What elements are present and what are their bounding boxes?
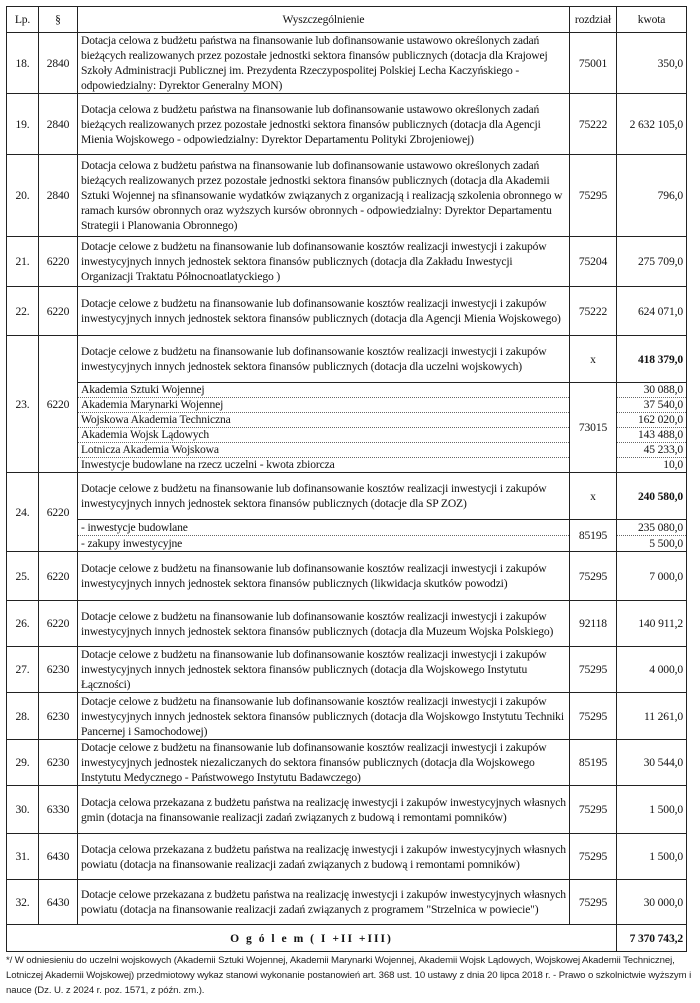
row-lp: 30. bbox=[7, 786, 39, 834]
row-lp: 20. bbox=[7, 155, 39, 237]
row-description: Dotacja celowa przekazana z budżetu państwa na realizację inwestycji i zakupów inwestycyjnych własnych gmin (dotacja na finansowanie realizacji zadań związanych z budową i remontami pomników) bbox=[78, 786, 570, 834]
budget-table bbox=[6, 6, 687, 952]
row-amount: 275 709,0 bbox=[617, 237, 687, 287]
row-amount: 4 000,0 bbox=[617, 647, 687, 693]
row-description: Dotacje celowe z budżetu na finansowanie lub dofinansowanie kosztów realizacji inwestycji i zakupów inwestycyjnych innych jednostek sektora finansów publicznych (dotacja dla Zakładu Inwestycji Organizacji Traktatu Północnoatlatyckiego ) bbox=[78, 237, 570, 287]
total-label: O g ó l e m ( I +II +III) bbox=[7, 925, 617, 952]
table-row bbox=[7, 287, 687, 336]
row-paragraph: 6230 bbox=[39, 693, 78, 740]
sub-row bbox=[7, 520, 687, 536]
row-amount: 30 544,0 bbox=[617, 740, 687, 786]
row-chapter: 75295 bbox=[570, 647, 617, 693]
sub-row-label: Akademia Wojsk Lądowych bbox=[78, 428, 570, 443]
row-amount: 796,0 bbox=[617, 155, 687, 237]
row-chapter: 75295 bbox=[570, 834, 617, 880]
row-chapter: 75222 bbox=[570, 287, 617, 336]
sub-row-label: Lotnicza Akademia Wojskowa bbox=[78, 443, 570, 458]
row-lp: 26. bbox=[7, 601, 39, 647]
table-row bbox=[7, 601, 687, 647]
sub-row-amount: 162 020,0 bbox=[617, 413, 687, 428]
row-lp: 18. bbox=[7, 33, 39, 94]
table-row bbox=[7, 834, 687, 880]
sub-row-label: Akademia Sztuki Wojennej bbox=[78, 383, 570, 398]
sub-row-chapter: 85195 bbox=[570, 520, 617, 552]
sub-row-label: Wojskowa Akademia Techniczna bbox=[78, 413, 570, 428]
row-lp: 27. bbox=[7, 647, 39, 693]
row-chapter: 75295 bbox=[570, 880, 617, 925]
row-amount: 1 500,0 bbox=[617, 786, 687, 834]
row-amount: 2 632 105,0 bbox=[617, 94, 687, 155]
header-lp: Lp. bbox=[7, 7, 39, 33]
row-paragraph: 6230 bbox=[39, 647, 78, 693]
row-paragraph: 6430 bbox=[39, 880, 78, 925]
row-lp: 22. bbox=[7, 287, 39, 336]
table-row bbox=[7, 693, 687, 740]
header-paragraph: § bbox=[39, 7, 78, 33]
row-chapter: 75001 bbox=[570, 33, 617, 94]
row-amount: 350,0 bbox=[617, 33, 687, 94]
row-paragraph: 6220 bbox=[39, 237, 78, 287]
row-description: Dotacje celowe z budżetu na finansowanie lub dofinansowanie kosztów realizacji inwestycji i zakupów inwestycyjnych innych jednostek sektora finansów publicznych (dotacja dla Agencji Mienia Wojskowego) bbox=[78, 287, 570, 336]
row-lp: 32. bbox=[7, 880, 39, 925]
sub-row-amount: 10,0 bbox=[617, 458, 687, 473]
row-amount: 240 580,0 bbox=[617, 473, 687, 520]
row-chapter: 75295 bbox=[570, 552, 617, 601]
row-paragraph: 6330 bbox=[39, 786, 78, 834]
row-description: Dotacje celowe z budżetu na finansowanie lub dofinansowanie kosztów realizacji inwestycji i zakupów inwestycyjnych innych jednostek sektora finansów publicznych (dotacja dla Muzeum Wojska Polskiego) bbox=[78, 601, 570, 647]
row-description: Dotacja celowa przekazana z budżetu państwa na realizację inwestycji i zakupów inwestycyjnych własnych powiatu (dotacja na finansowanie realizacji zadań związanych z budową i remontami pomników) bbox=[78, 834, 570, 880]
sub-row-label: - inwestycje budowlane bbox=[78, 520, 570, 536]
table-row bbox=[7, 786, 687, 834]
sub-row-amount: 37 540,0 bbox=[617, 398, 687, 413]
row-chapter: 85195 bbox=[570, 740, 617, 786]
row-lp: 29. bbox=[7, 740, 39, 786]
table-row bbox=[7, 237, 687, 287]
row-paragraph: 6430 bbox=[39, 834, 78, 880]
sub-row-amount: 5 500,0 bbox=[617, 536, 687, 552]
sub-row-label: - zakupy inwestycyjne bbox=[78, 536, 570, 552]
header-amount: kwota bbox=[617, 7, 687, 33]
row-description: Dotacje celowe z budżetu na finansowanie lub dofinansowanie kosztów realizacji inwestycji i zakupów inwestycyjnych innych jednostek sektora finansów publicznych (dotacje dla SP ZOZ) bbox=[78, 473, 570, 520]
row-paragraph: 6220 bbox=[39, 287, 78, 336]
sub-row-amount: 235 080,0 bbox=[617, 520, 687, 536]
row-description: Dotacje celowe z budżetu na finansowanie lub dofinansowanie kosztów realizacji inwestycji i zakupów inwestycyjnych innych jednostek sektora finansów publicznych (dotacja dla Wojskowgo Instytutu Techniki Pancernej i Samochodowej) bbox=[78, 693, 570, 740]
row-description: Dotacja celowa z budżetu państwa na finansowanie lub dofinansowanie ustawowo określonych zadań bieżących realizowanych przez pozostałe jednostki sektora finansów publicznych (dotacja dla Akademii Sztuki Wojennej na sfinansowanie wydatków związanych z organizacją i realizacją szkolenia obronnego w ramach kursów obronnych oraz wyższych kursów obronnych - odpowiedzialny: Dyrektor Departamentu Strategii i Planowania Obronnego) bbox=[78, 155, 570, 237]
row-chapter: 75204 bbox=[570, 237, 617, 287]
sub-row-amount: 30 088,0 bbox=[617, 383, 687, 398]
row-amount: 11 261,0 bbox=[617, 693, 687, 740]
row-lp: 28. bbox=[7, 693, 39, 740]
row-lp: 19. bbox=[7, 94, 39, 155]
row-chapter: 75222 bbox=[570, 94, 617, 155]
row-chapter: 92118 bbox=[570, 601, 617, 647]
header-row bbox=[7, 7, 687, 33]
row-description: Dotacje celowe z budżetu na finansowanie lub dofinansowanie kosztów realizacji inwestycji i zakupów inwestycyjnych jednostek niezaliczanych do sektora finansów publicznych (dotacja dla Wojskowego Instytutu Medycznego - Państwowego Instytutu Badawczego) bbox=[78, 740, 570, 786]
row-lp: 21. bbox=[7, 237, 39, 287]
row-paragraph: 2840 bbox=[39, 33, 78, 94]
row-description: Dotacja celowa z budżetu państwa na finansowanie lub dofinansowanie ustawowo określonych zadań bieżących realizowanych przez pozostałe jednostki sektora finansów publicznych (dotacja dla Krajowej Szkoły Administracji Publicznej im. Prezydenta Rzeczypospolitej Polskiej Lecha Kaczyńskiego - odpowiedzialny: Dyrektor Generalny MON) bbox=[78, 33, 570, 94]
row-chapter: 75295 bbox=[570, 155, 617, 237]
table-row bbox=[7, 94, 687, 155]
row-amount: 1 500,0 bbox=[617, 834, 687, 880]
header-chapter: rozdział bbox=[570, 7, 617, 33]
row-chapter: x bbox=[570, 473, 617, 520]
row-paragraph: 6220 bbox=[39, 601, 78, 647]
row-lp: 23. bbox=[7, 336, 39, 473]
row-description: Dotacje celowe przekazana z budżetu państwa na realizację inwestycji i zakupów inwestycyjnych własnych powiatu (dotacja na finansowanie realizacji zadań związanych z programem "Strzelnica w powiecie") bbox=[78, 880, 570, 925]
row-description: Dotacja celowa z budżetu państwa na finansowanie lub dofinansowanie ustawowo określonych zadań bieżących realizowanych przez pozostałe jednostki sektora finansów publicznych (dotacja dla Agencji Mienia Wojskowego - odpowiedzialny: Dyrektor Departamentu Polityki Zbrojeniowej) bbox=[78, 94, 570, 155]
sub-row bbox=[7, 383, 687, 398]
row-chapter: x bbox=[570, 336, 617, 383]
footnote: */ W odniesieniu do uczelni wojskowych (Akademii Sztuki Wojennej, Akademii Marynarki Wojennej, Akademii Wojsk Lądowych, Wojskowej Akademii Technicznej, Lotniczej Akademii Wojskowej) przedmiotowy wykaz stanowi wykonanie postanowień art. 368 ust. 10 ustawy z dnia 20 lipca 2018 r. - Prawo o szkolnictwie wyższym i nauce (Dz. U. z 2024 r. poz. 1571, z późn. zm.). bbox=[6, 955, 692, 996]
row-lp: 24. bbox=[7, 473, 39, 552]
row-lp: 25. bbox=[7, 552, 39, 601]
table-row bbox=[7, 647, 687, 693]
row-amount: 418 379,0 bbox=[617, 336, 687, 383]
row-paragraph: 2840 bbox=[39, 94, 78, 155]
row-lp: 31. bbox=[7, 834, 39, 880]
table-row bbox=[7, 880, 687, 925]
table-row bbox=[7, 473, 687, 520]
total-row bbox=[7, 925, 687, 952]
header-description: Wyszczególnienie bbox=[78, 7, 570, 33]
row-paragraph: 2840 bbox=[39, 155, 78, 237]
row-paragraph: 6220 bbox=[39, 473, 78, 552]
sub-row-amount: 143 488,0 bbox=[617, 428, 687, 443]
table-row bbox=[7, 155, 687, 237]
row-amount: 30 000,0 bbox=[617, 880, 687, 925]
row-description: Dotacje celowe z budżetu na finansowanie lub dofinansowanie kosztów realizacji inwestycji i zakupów inwestycyjnych innych jednostek sektora finansów publicznych (likwidacja skutków powodzi) bbox=[78, 552, 570, 601]
row-description: Dotacje celowe z budżetu na finansowanie lub dofinansowanie kosztów realizacji inwestycji i zakupów inwestycyjnych innych jednostek sektora finansów publicznych (dotacja dla uczelni wojskowych) bbox=[78, 336, 570, 383]
row-description: Dotacje celowe z budżetu na finansowanie lub dofinansowanie kosztów realizacji inwestycji i zakupów inwestycyjnych innych jednostek sektora finansów publicznych (dotacja dla Wojskowego Instytutu Łączności) bbox=[78, 647, 570, 693]
row-amount: 7 000,0 bbox=[617, 552, 687, 601]
sub-row-label: Akademia Marynarki Wojennej bbox=[78, 398, 570, 413]
sub-row-chapter: 73015 bbox=[570, 383, 617, 473]
table-row bbox=[7, 336, 687, 383]
sub-row-amount: 45 233,0 bbox=[617, 443, 687, 458]
row-amount: 624 071,0 bbox=[617, 287, 687, 336]
row-amount: 140 911,2 bbox=[617, 601, 687, 647]
row-paragraph: 6220 bbox=[39, 552, 78, 601]
row-paragraph: 6230 bbox=[39, 740, 78, 786]
table-row bbox=[7, 552, 687, 601]
row-chapter: 75295 bbox=[570, 786, 617, 834]
table-row bbox=[7, 740, 687, 786]
row-chapter: 75295 bbox=[570, 693, 617, 740]
table-row bbox=[7, 33, 687, 94]
row-paragraph: 6220 bbox=[39, 336, 78, 473]
total-amount: 7 370 743,2 bbox=[617, 925, 687, 952]
sub-row-label: Inwestycje budowlane na rzecz uczelni - kwota zbiorcza bbox=[78, 458, 570, 473]
